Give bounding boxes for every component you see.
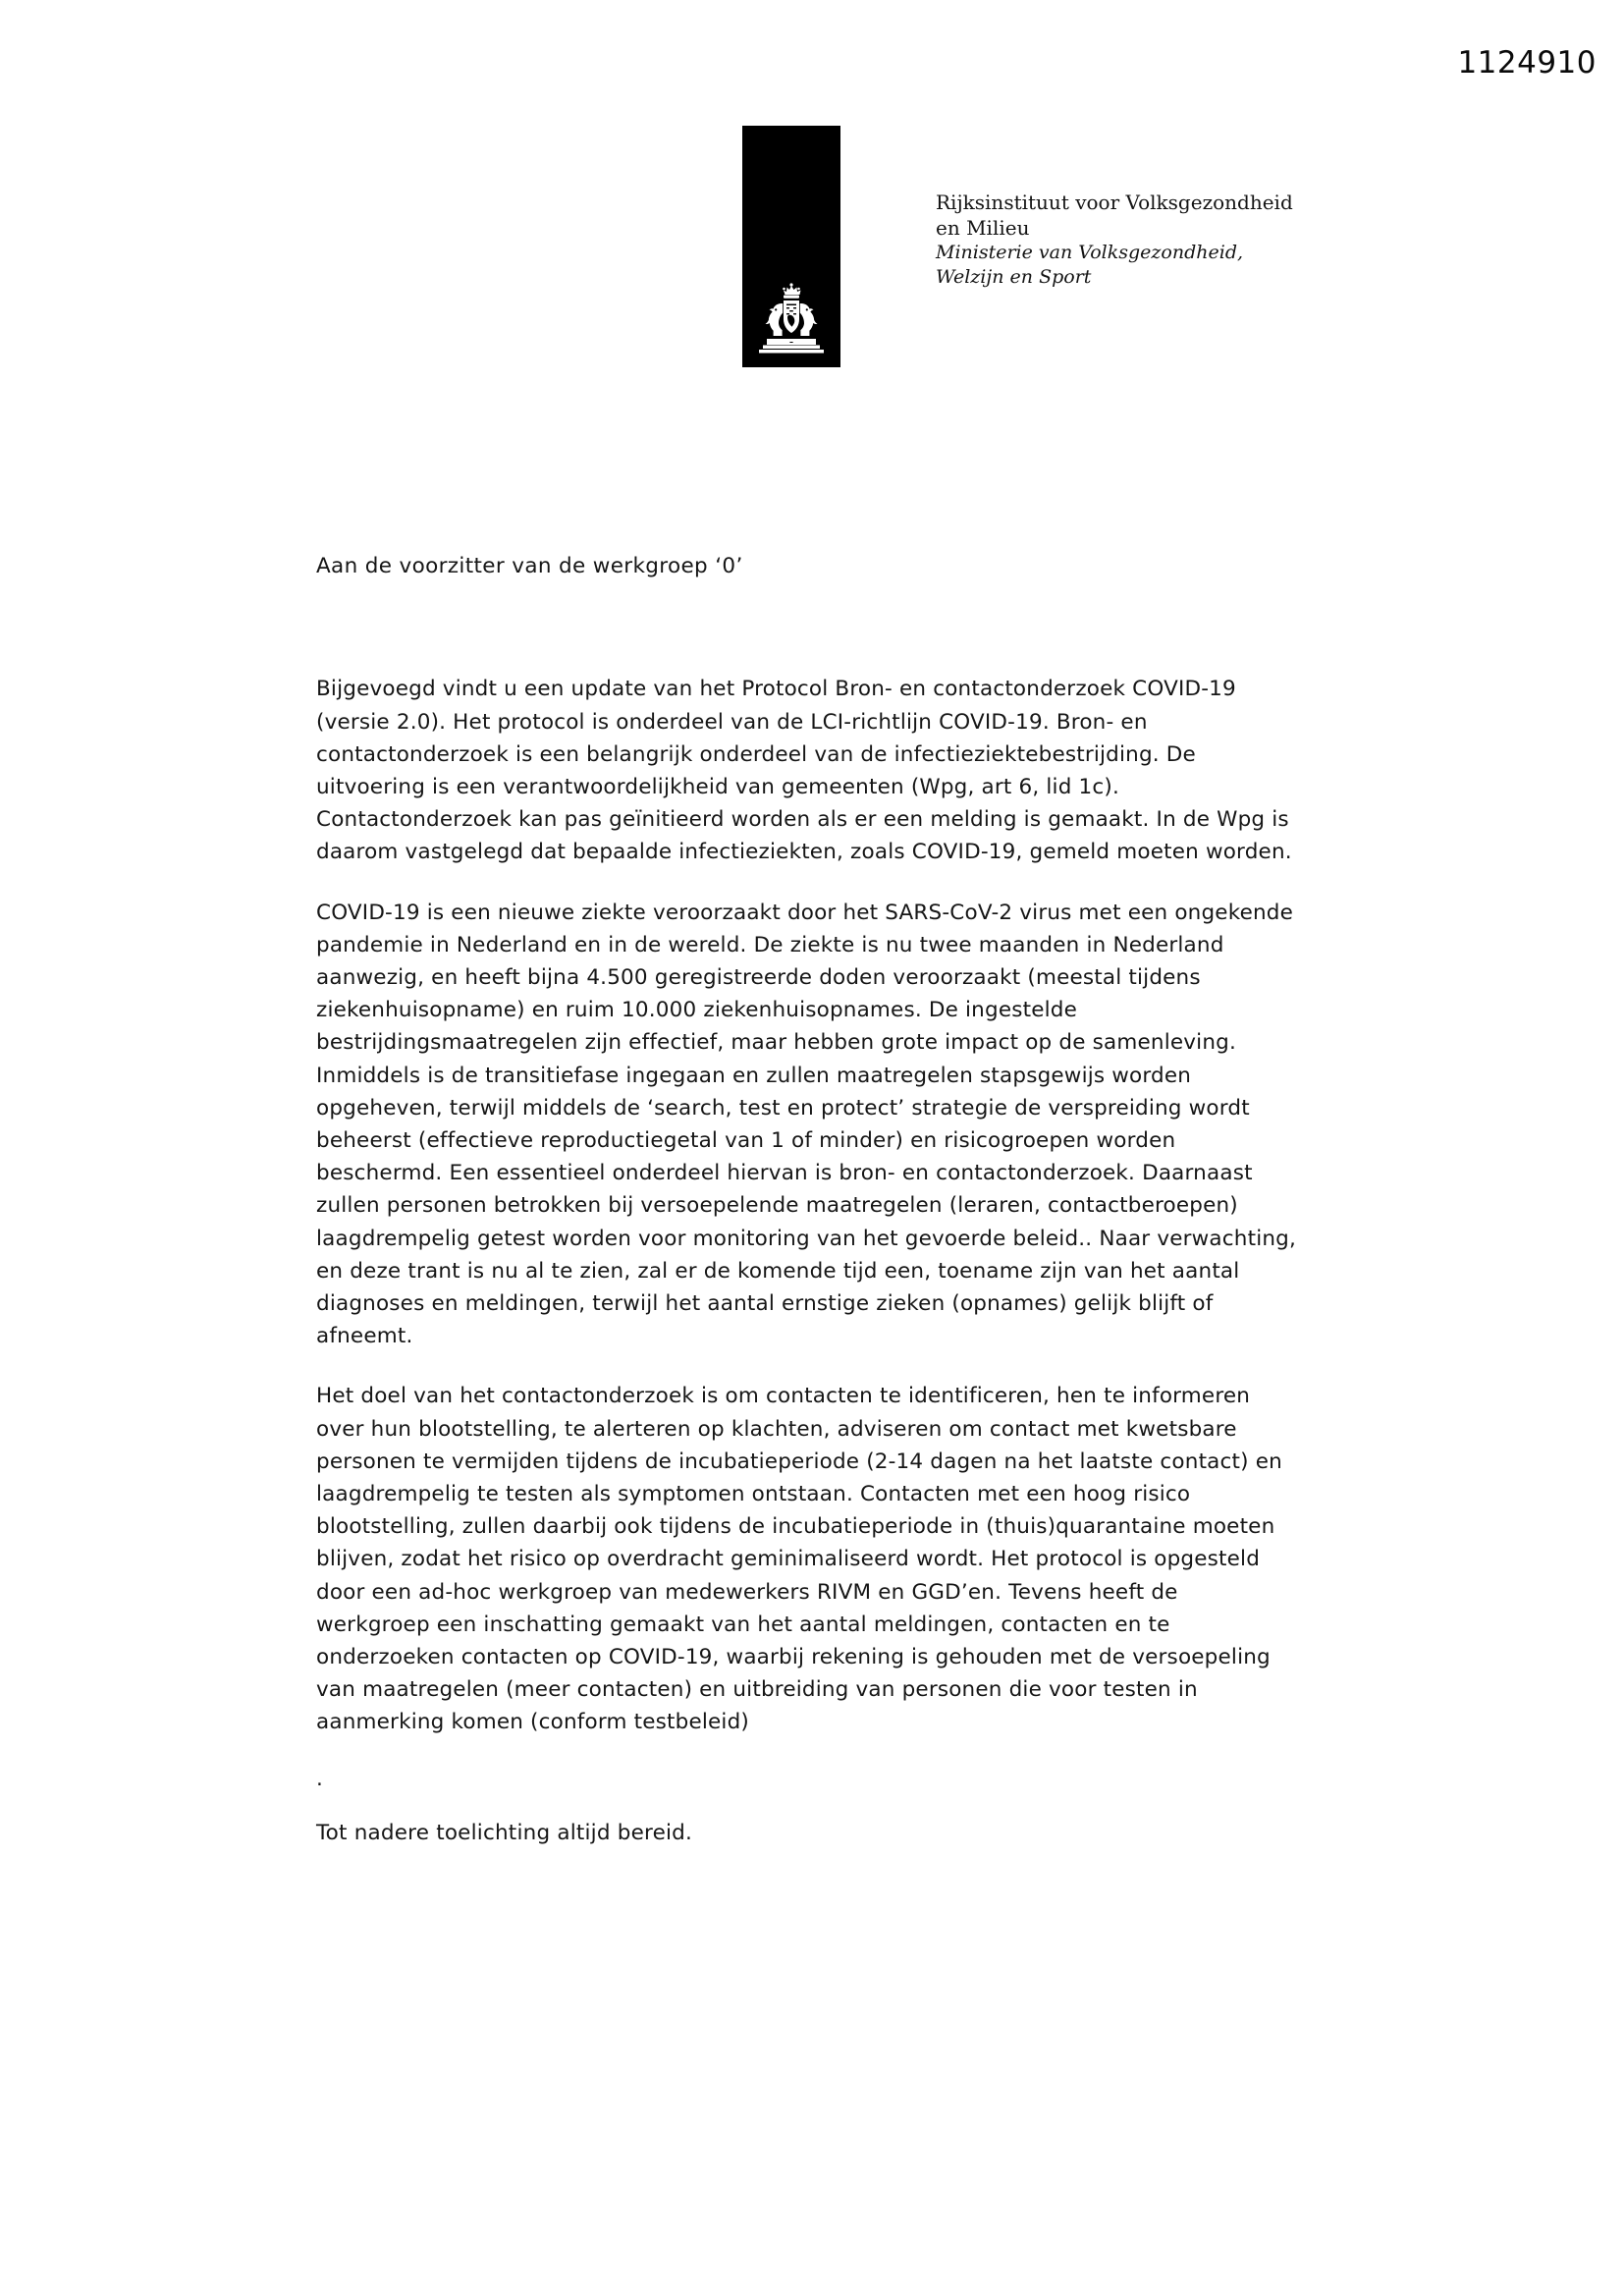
- letterhead-text: [936, 190, 1293, 289]
- letter-paragraph-2: COVID-19 is een nieuwe ziekte veroorzaakt door het SARS-CoV-2 virus met een ongekende pandemie in Nederland en in de wereld. De ziekte is nu twee maanden in Nederland aanwezig, en heeft bijna 4.500 geregistreerde doden veroorzaakt (meestal tijdens ziekenhuisopname) en ruim 10.000 ziekenhuisopnames. De ingestelde bestrijdingsmaatregelen zijn effectief, maar hebben grote impact op de samenleving. Inmiddels is de transitiefase ingegaan en zullen maatregelen stapsgewijs worden opgeheven, terwijl middels de ‘search, test en protect’ strategie de verspreiding wordt beheerst (effectieve reproductiegetal van 1 of minder) en risicogroepen worden beschermd. Een essentieel onderdeel hiervan is bron- en contactonderzoek. Daarnaast zullen personen betrokken bij versoepelende maatregelen (leraren, contactberoepen) laagdrempelig getest worden voor monitoring van het gevoerde beleid.. Naar verwachting, en deze trant is nu al te zien, zal er de komende tijd een, toename zijn van het aantal diagnoses en meldingen, terwijl het aantal ernstige zieken (opnames) gelijk blijft of afneemt.: [316, 900, 1297, 1349]
- letter-paragraph-1: Bijgevoegd vindt u een update van het Protocol Bron- en contactonderzoek COVID-19 (versie 2.0). Het protocol is onderdeel van de LCI-richtlijn COVID-19. Bron- en contactonderzoek is een belangrijk onderdeel van de infectieziektebestrijding. De uitvoering is een verantwoordelijkheid van gemeenten (Wpg, art 6, lid 1c). Contactonderzoek kan pas geïnitieerd worden als er een melding is gemaakt. In de Wpg is daarom vastgelegd dat bepaalde infectieziekten, zoals COVID-19, gemeld moeten worden.: [316, 677, 1292, 865]
- letter-salutation: Aan de voorzitter van de werkgroep ‘0’: [316, 554, 743, 578]
- ministry-line-1: Ministerie van Volksgezondheid,: [936, 242, 1244, 263]
- rivm-letterhead: [742, 126, 1293, 367]
- ministry-line-2: Welzijn en Sport: [936, 265, 1092, 288]
- document-id-number: 1124910: [1457, 45, 1597, 81]
- letter-paragraph-3: Het doel van het contactonderzoek is om contacten te identificeren, hen te informeren over hun blootstelling, te alerteren op klachten, adviseren om contact met kwetsbare personen te vermijden tijdens de incubatieperiode (2-14 dagen na het laatste contact) en laagdrempelig te testen als symptomen ontstaan. Contacten met een hoog risico blootstelling, zullen daarbij ook tijdens de incubatieperiode in (thuis)quarantaine moeten blijven, zodat het risico op overdracht geminimaliseerd wordt. Het protocol is opgesteld door een ad-hoc werkgroep van medewerkers RIVM en GGD’en. Tevens heeft de werkgroep een inschatting gemaakt van het aantal meldingen, contacten en te onderzoeken contacten op COVID-19, waarbij rekening is gehouden met de versoepeling van maatregelen (meer contacten) en uitbreiding van personen die voor testen in aanmerking komen (conform testbeleid): [316, 1384, 1282, 1735]
- letter-body: [316, 550, 1298, 1850]
- dutch-coat-of-arms-icon: [754, 283, 829, 354]
- letterhead-black-bar: [742, 126, 840, 367]
- letter-closing: Tot nadere toelichting altijd bereid.: [316, 1821, 693, 1846]
- stray-period: .: [316, 1766, 323, 1791]
- organisation-line-1: Rijksinstituut voor Volksgezondheid: [936, 191, 1293, 214]
- organisation-line-2: en Milieu: [936, 216, 1030, 240]
